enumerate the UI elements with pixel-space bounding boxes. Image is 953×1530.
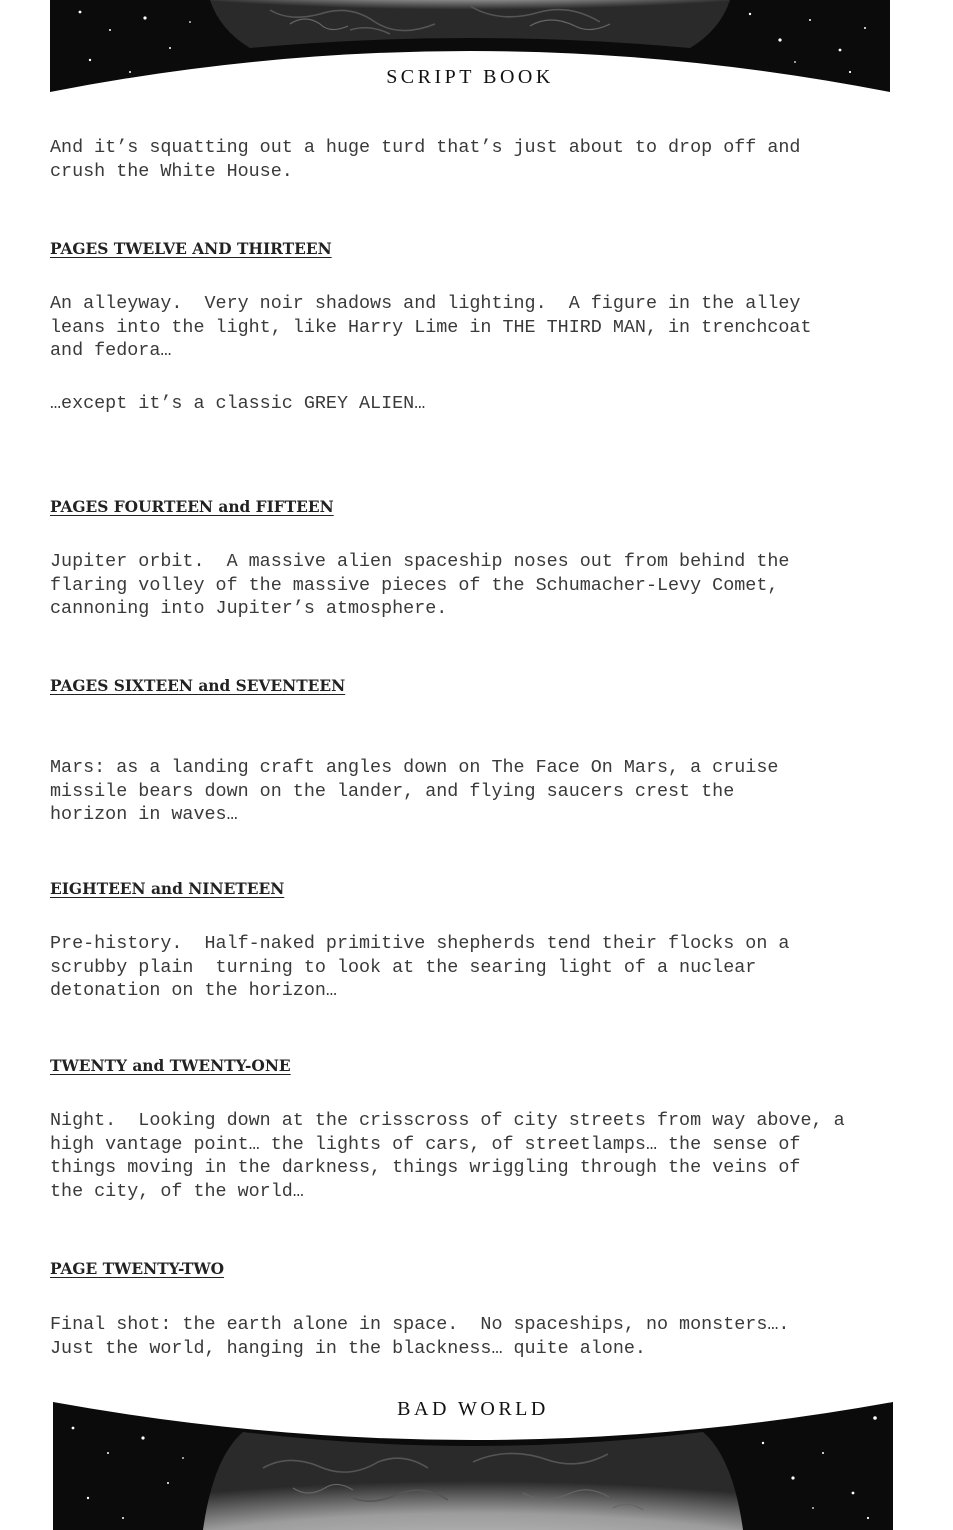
header-title: SCRIPT BOOK <box>386 66 554 88</box>
section-heading: PAGES TWELVE AND THIRTEEN <box>50 240 332 258</box>
section-paragraph: Final shot: the earth alone in space. No spaceships, no monsters…. Just the world, hanging in the blackness… quite alone. <box>50 1314 790 1359</box>
section-paragraph: Pre-history. Half-naked primitive shepherds tend their flocks on a scrubby plain turning to look at the searing light of a nuclear detonation on the horizon… <box>50 933 790 1002</box>
section-heading: TWENTY and TWENTY-ONE <box>50 1057 291 1075</box>
section-paragraph: Night. Looking down at the crisscross of city streets from way above, a high vantage point… the lights of cars, of streetlamps… the sense of things moving in the darkness, things wriggling through the veins of the city, of the world… <box>50 1110 845 1202</box>
section-paragraph: An alleyway. Very noir shadows and lighting. A figure in the alley leans into the light, like Harry Lime in THE THIRD MAN, in trenchcoat and fedora… <box>50 293 812 362</box>
section-heading: PAGE TWENTY-TWO <box>50 1260 225 1278</box>
section-paragraph: Mars: as a landing craft angles down on The Face On Mars, a cruise missile bears down on the lander, and flying saucers crest the horizon in waves… <box>50 757 779 826</box>
intro-paragraph: And it’s squatting out a huge turd that’s just about to drop off and crush the White House. <box>50 137 801 182</box>
section-paragraph: …except it’s a classic GREY ALIEN… <box>50 393 426 414</box>
section-heading: PAGES SIXTEEN and SEVENTEEN <box>50 677 346 695</box>
footer-title: BAD WORLD <box>397 1398 549 1420</box>
section-heading: PAGES FOURTEEN and FIFTEEN <box>50 498 334 516</box>
section-paragraph: Jupiter orbit. A massive alien spaceship noses out from behind the flaring volley of the massive pieces of the Schumacher-Levy Comet, cannoning into Jupiter’s atmosphere. <box>50 551 790 620</box>
section-heading: EIGHTEEN and NINETEEN <box>50 880 285 898</box>
header-banner <box>50 0 890 92</box>
footer-banner <box>53 1398 893 1530</box>
